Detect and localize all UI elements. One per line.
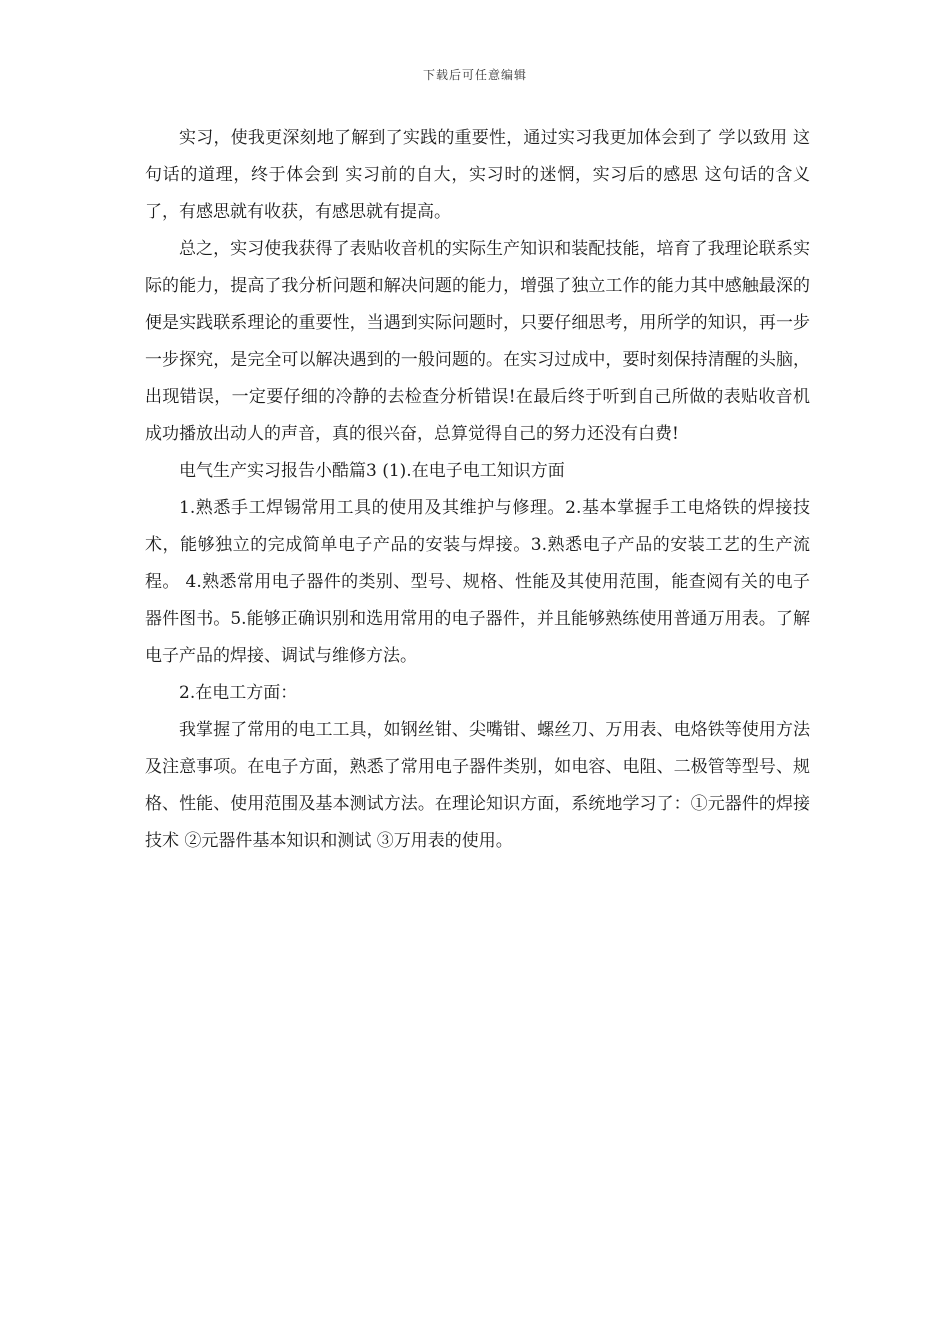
paragraph-summary: 总之，实习使我获得了表贴收音机的实际生产知识和装配技能，培育了我理论联系实际的能力，提高了我分析问题和解决问题的能力，增强了独立工作的能力其中感触最深的便是实践联系理论的重要性，当遇到实际问题时，只要仔细思考，用所学的知识，再一步一步探究，是完全可以解决遇到的一般问题的。在实习过成中，要时刻保持清醒的头脑，出现错误，一定要仔细的冷静的去检查分析错误!在最后终于听到自己所做的表贴收音机成功播放出动人的声音，真的很兴奋，总算觉得自己的努力还没有白费! — [145, 239, 810, 444]
paragraph-internship-reflection: 实习，使我更深刻地了解到了实践的重要性，通过实习我更加体会到了 学以致用 这句话的道理，终于体会到 实习前的自大，实习时的迷惘，实习后的感思 这句话的含义了，有感思就有收获，有感思就有提高。 — [145, 128, 810, 222]
section-heading-electrical: 2.在电工方面： — [179, 683, 298, 703]
section-heading-electronics-knowledge: 电气生产实习报告小酷篇3 (1).在电子电工知识方面 — [179, 461, 565, 481]
document-body — [145, 120, 810, 860]
paragraph-electronics-skills: 1.熟悉手工焊锡常用工具的使用及其维护与修理。2.基本掌握手工电烙铁的焊接技术，能够独立的完成简单电子产品的安装与焊接。3.熟悉电子产品的安装工艺的生产流程。 4.熟悉常用电子器件的类别、型号、规格、性能及其使用范围，能查阅有关的电子器件图书。5.能够正确识别和选用常用的电子器件，并且能够熟练使用普通万用表。了解电子产品的焊接、调试与维修方法。 — [145, 498, 810, 666]
paragraph-electrical-tools: 我掌握了常用的电工工具，如钢丝钳、尖嘴钳、螺丝刀、万用表、电烙铁等使用方法及注意事项。在电子方面，熟悉了常用电子器件类别，如电容、电阻、二极管等型号、规格、性能、使用范围及基本测试方法。在理论知识方面，系统地学习了：①元器件的焊接技术 ②元器件基本知识和测试 ③万用表的使用。 — [145, 720, 810, 851]
page-header-watermark: 下载后可任意编辑 — [422, 68, 527, 82]
